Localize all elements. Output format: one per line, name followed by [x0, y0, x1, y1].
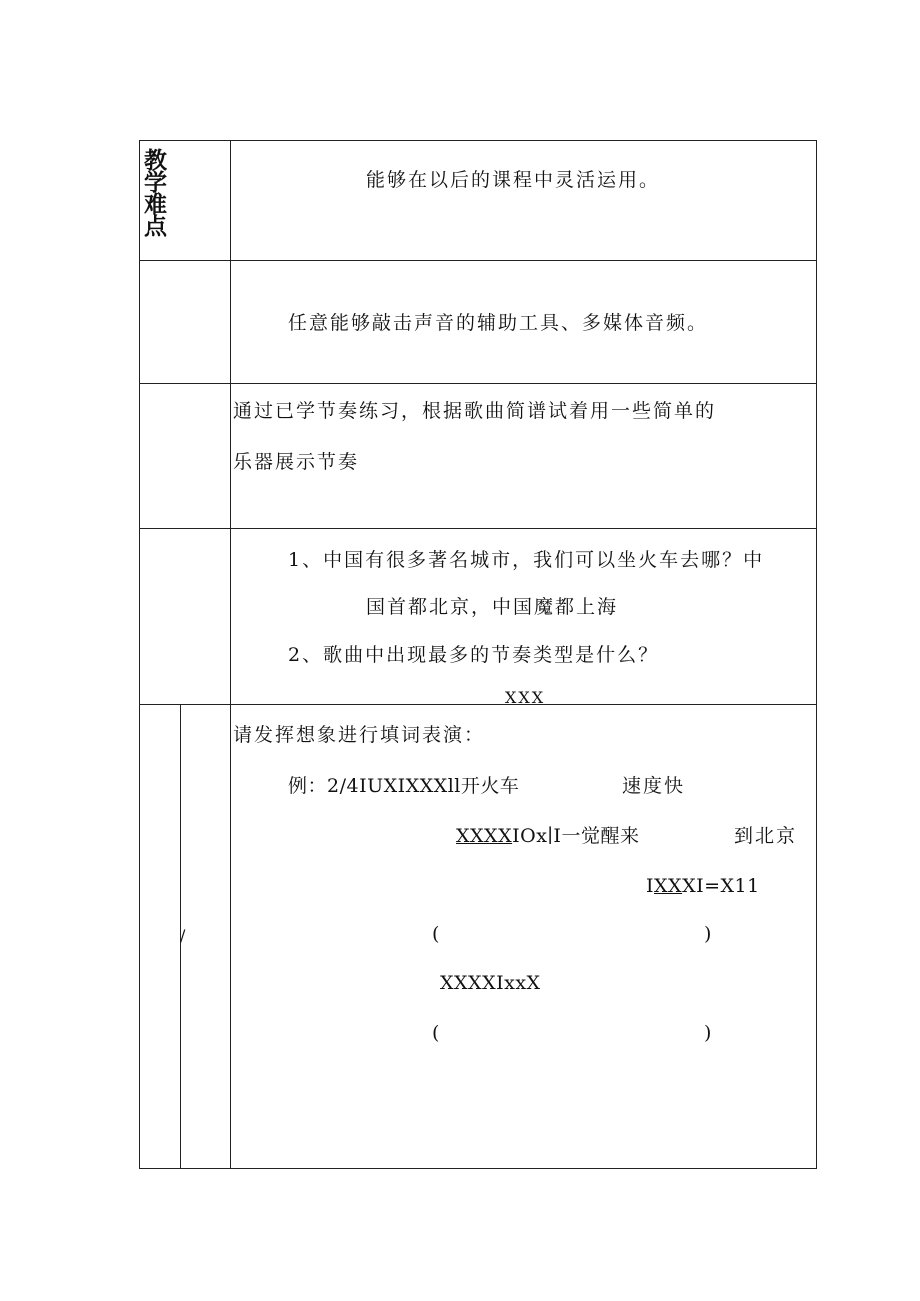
blank-1-close-paren: ) — [704, 923, 714, 945]
table-border-right — [816, 140, 817, 1169]
blank-2-close-paren: ) — [704, 1022, 714, 1044]
row-divider-4 — [139, 704, 817, 705]
rhythm-suffix: XI=X11 — [682, 875, 760, 897]
blank-2-open-paren: ( — [432, 1022, 442, 1044]
activity-example: 例：2/4IUXIXXXll开火车 — [288, 775, 520, 797]
rhythm-prefix: I — [646, 875, 655, 897]
row-divider-3 — [139, 528, 817, 529]
activity-destination: 到北京 — [734, 825, 798, 847]
difficulty-text: 能够在以后的课程中灵活运用。 — [366, 169, 661, 191]
activity-example-speed: 速度快 — [622, 775, 686, 797]
underlined-rhythm: XXXX — [456, 825, 513, 847]
question-1-line-1: 1、中国有很多著名城市，我们可以坐火车去哪？中 — [288, 549, 765, 571]
side-slash-mark: / — [180, 926, 186, 945]
activity-rhythm-line-3 — [646, 877, 760, 896]
activity-rhythm-line-4: XXXXIxxX — [440, 972, 541, 994]
activity-intro: 请发挥想象进行填词表演： — [233, 724, 486, 746]
difficulty-label: 教学难点 — [144, 148, 167, 240]
tools-text: 任意能够敲击声音的辅助工具、多媒体音频。 — [288, 312, 709, 334]
question-1-line-2: 国首都北京，中国魔都上海 — [366, 596, 619, 618]
table-border-top — [139, 140, 817, 141]
question-2-answer: XXX — [505, 688, 546, 707]
question-2: 2、歌曲中出现最多的节奏类型是什么？ — [288, 644, 660, 666]
row-divider-2 — [139, 383, 817, 384]
goal-line-1: 通过已学节奏练习，根据歌曲简谱试着用一些简单的 — [233, 400, 717, 422]
activity-rhythm-line-2 — [456, 827, 639, 846]
underlined-rhythm-2: XX — [654, 875, 683, 897]
table-border-left — [139, 140, 140, 1169]
table-border-bottom — [139, 1168, 817, 1169]
column-divider — [230, 140, 231, 1169]
blank-1-open-paren: ( — [432, 923, 442, 945]
row-divider-1 — [139, 260, 817, 261]
rhythm-rest: IOx∣I一觉醒来 — [512, 825, 640, 847]
goal-line-2: 乐器展示节奏 — [233, 451, 360, 473]
